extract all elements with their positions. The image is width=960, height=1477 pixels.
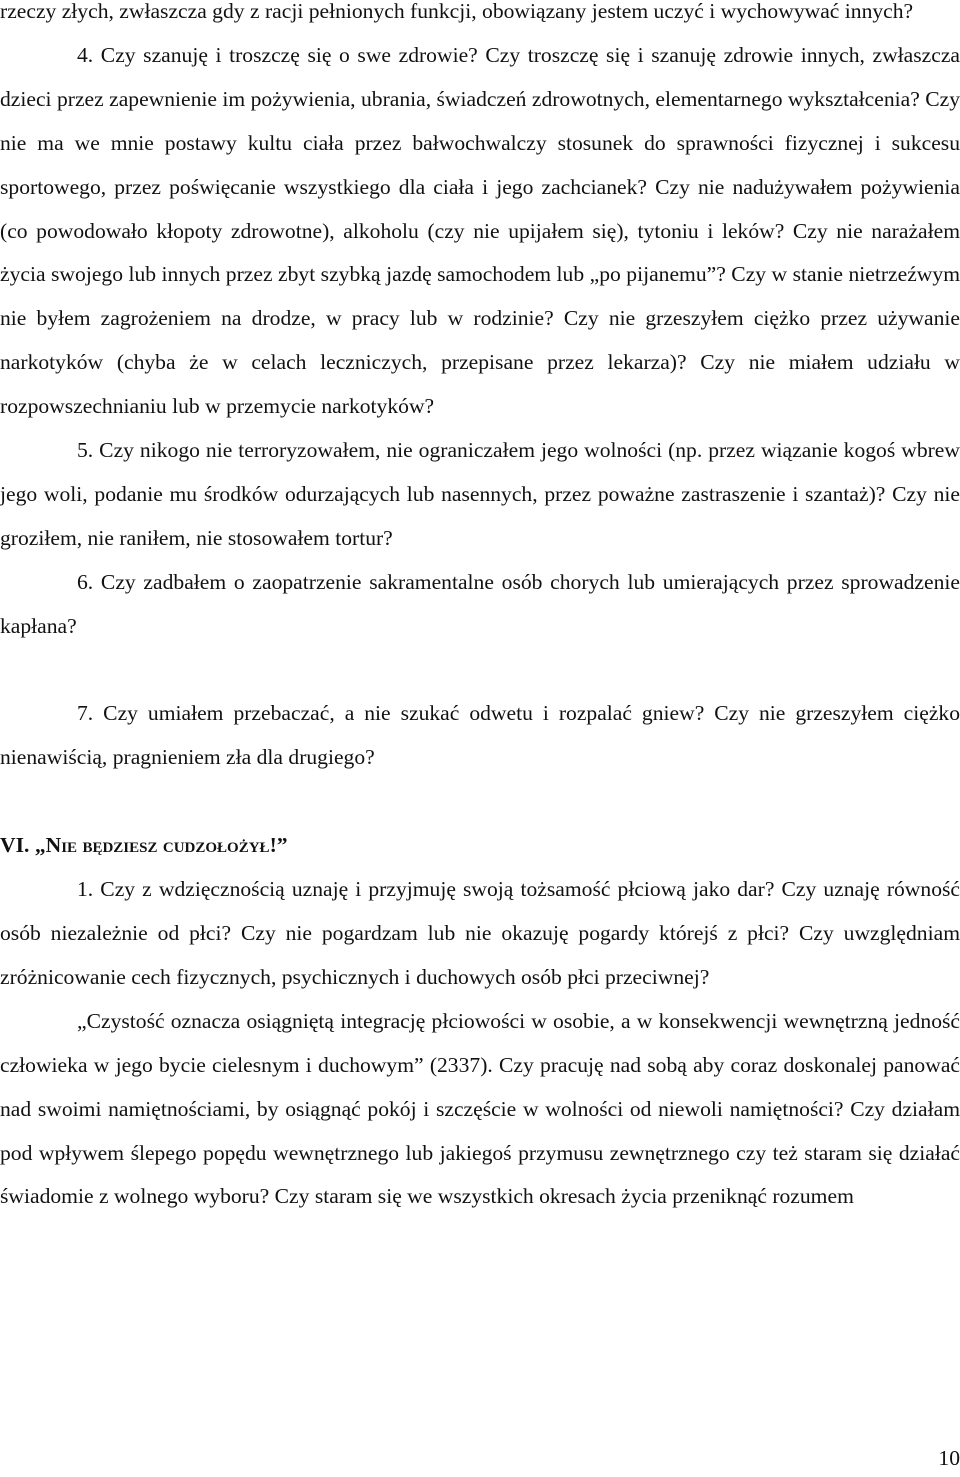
- spacer: [0, 780, 960, 824]
- section-heading-title: „Nie będziesz cudzołożył!”: [34, 833, 288, 858]
- paragraph-continuation: rzeczy złych, zwłaszcza gdy z racji pełnionych funkcji, obowiązany jestem uczyć i wychowywać innych?: [0, 0, 914, 23]
- paragraph-7: 7. Czy umiałem przebaczać, a nie szukać odwetu i rozpalać gniew? Czy nie grzeszyłem ciężko nienawiścią, pragnieniem zła dla drugiego?: [0, 701, 960, 770]
- paragraph-5: 5. Czy nikogo nie terroryzowałem, nie ograniczałem jego wolności (np. przez wiązanie kogoś wbrew jego woli, podanie mu środków odurzających lub nasennych, przez poważne zastraszenie i szantaż)? Czy nie groziłem, nie raniłem, nie stosowałem tortur?: [0, 438, 960, 550]
- paragraph-6: 6. Czy zadbałem o zaopatrzenie sakramentalne osób chorych lub umierających przez sprowadzenie kapłana?: [0, 569, 960, 638]
- section-heading-number: VI.: [0, 833, 30, 858]
- page-number: 10: [938, 1446, 960, 1470]
- paragraph-4: 4. Czy szanuję i troszczę się o swe zdrowie? Czy troszczę się i szanuję zdrowie innych, zwłaszcza dzieci przez zapewnienie im pożywienia, ubrania, świadczeń zdrowotnych, elementarnego wykształcenia? Czy nie ma we mnie postawy kultu ciała przez bałwochwalczy stosunek do sprawności fizycznej i sukcesu sportowego, przez poświęcanie wszystkiego dla ciała i jego zachcianek? Czy nie nadużywałem pożywienia (co powodowało kłopoty zdrowotne), alkoholu (czy nie upijałem się), tytoniu i leków? Czy nie narażałem życia swojego lub innych przez zbyt szybką jazdę samochodem lub „po pijanemu”? Czy w stanie nietrzeźwym nie byłem zagrożeniem na drodze, w pracy lub w rodzinie? Czy nie grzeszyłem ciężko przez używanie narkotyków (chyba że w celach leczniczych, przepisane przez lekarza)? Czy nie miałem udziału w rozpowszechnianiu lub w przemycie narkotyków?: [0, 42, 960, 419]
- spacer: [0, 649, 960, 693]
- section-paragraph-2: „Czystość oznacza osiągniętą integrację płciowości w osobie, a w konsekwencji wewnętrzną jedność człowieka w jego bycie cielesnym i duchowym” (2337). Czy pracuję nad sobą aby coraz doskonalej panować nad swoimi namiętnościami, by osiągnąć pokój i szczęście w wolności od niewoli namiętności? Czy działam pod wpływem ślepego popędu wewnętrznego lub jakiegoś przymusu zewnętrznego czy też staram się działać świadomie z wolnego wyboru? Czy staram się we wszystkich okresach życia przeniknąć rozumem: [0, 1008, 960, 1209]
- section-paragraph-1: 1. Czy z wdzięcznością uznaję i przyjmuję swoją tożsamość płciową jako dar? Czy uznaję równość osób niezależnie od płci? Czy nie pogardzam lub nie okazuję pogardy którejś z płci? Czy uwzględniam zróżnicowanie cech fizycznych, psychicznych i duchowych osób płci przeciwnej?: [0, 877, 960, 989]
- section-heading: [0, 824, 960, 868]
